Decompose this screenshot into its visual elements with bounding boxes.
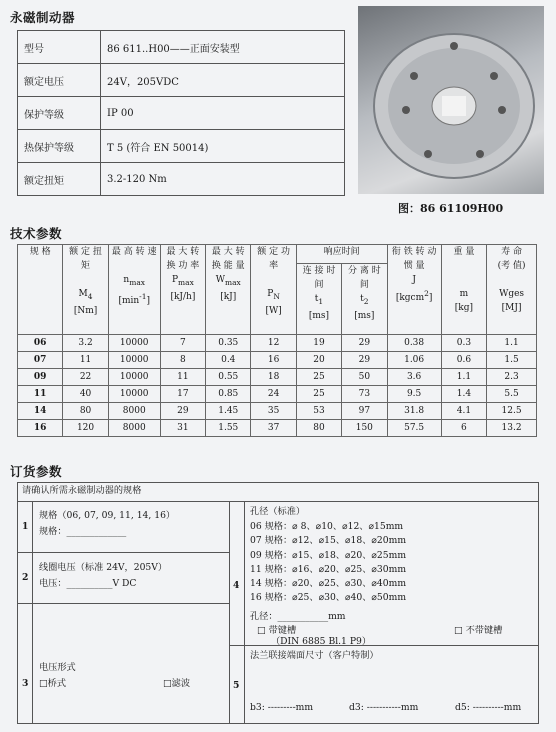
- tech-table: [17, 244, 537, 437]
- tech-cell: 16: [251, 352, 296, 369]
- tech-cell: 57.5: [387, 420, 441, 437]
- tech-cell: 3.6: [387, 369, 441, 386]
- th-inertia: 衔 铁 转 动 惯 量 J [kgcm$^2$]: [387, 245, 441, 335]
- tech-cell: 2.3: [487, 369, 537, 386]
- tech-cell: 7: [160, 335, 205, 352]
- bridge-checkbox[interactable]: □桥式: [39, 678, 67, 689]
- tech-cell: 50: [342, 369, 387, 386]
- tech-cell: 37: [251, 420, 296, 437]
- tech-row: [18, 386, 537, 403]
- spec-key: 型号: [18, 31, 101, 64]
- th-power: 最 大 转 换 功 率 $P_{max}$ [kJ/h]: [160, 245, 205, 335]
- spec-row: [18, 64, 345, 97]
- tech-cell: 11: [160, 369, 205, 386]
- tech-cell: 29: [342, 335, 387, 352]
- th-on: 连 接 时 间 $t_1$ [ms]: [296, 264, 341, 335]
- th-weight: 重 量 m [kg]: [441, 245, 486, 335]
- order-intro: 请确认所需永磁制动器的规格: [17, 482, 539, 502]
- section-title-tech: 技术参数: [10, 226, 63, 241]
- tech-row-model: 07: [18, 352, 63, 369]
- th-life: 寿 命 (考 值) Wges [MJ]: [487, 245, 537, 335]
- tech-row: [18, 369, 537, 386]
- tech-cell: 10000: [108, 369, 160, 386]
- tech-cell: 0.35: [206, 335, 251, 352]
- keyway-checkbox[interactable]: □ 带键槽: [257, 625, 297, 636]
- order-num-5: 5: [233, 680, 240, 691]
- tech-cell: 25: [296, 386, 341, 403]
- order-voltage-label: 线圈电压（标准 24V，205V）: [39, 562, 168, 573]
- th-response: 响应时间: [296, 245, 387, 264]
- tech-cell: 0.3: [441, 335, 486, 352]
- tech-cell: 10000: [108, 335, 160, 352]
- figure-caption: 图：86 61109H00: [398, 202, 504, 215]
- spec-value: T 5 (符合 EN 50014): [101, 130, 345, 163]
- tech-cell: 10000: [108, 352, 160, 369]
- tech-cell: 53: [296, 403, 341, 420]
- spec-row: [18, 163, 345, 196]
- tech-cell: 8000: [108, 403, 160, 420]
- bore-line: 06 规格：⌀ 8、⌀10、⌀12、⌀15mm: [250, 521, 404, 532]
- d5-field[interactable]: d5: ----------mm: [455, 702, 522, 713]
- bore-line: 09 规格：⌀15、⌀18、⌀20、⌀25mm: [250, 549, 407, 561]
- tech-cell: 24: [251, 386, 296, 403]
- tech-cell: 6: [441, 420, 486, 437]
- bore-list: [250, 520, 406, 606]
- spec-key: 热保护等级: [18, 130, 101, 163]
- tech-row-model: 11: [18, 386, 63, 403]
- tech-cell: 1.45: [206, 403, 251, 420]
- brake-image: [358, 6, 544, 194]
- tech-cell: 120: [63, 420, 108, 437]
- order-num-2: 2: [22, 572, 29, 583]
- flange-title: 法兰联接端面尺寸（客户特制）: [250, 650, 379, 661]
- tech-cell: 25: [296, 369, 341, 386]
- tech-cell: 80: [63, 403, 108, 420]
- spec-key: 额定电压: [18, 64, 101, 97]
- product-photo: [358, 6, 544, 194]
- order-num-1: 1: [22, 521, 29, 532]
- tech-cell: 1.4: [441, 386, 486, 403]
- tech-row-model: 09: [18, 369, 63, 386]
- order-num-4: 4: [233, 580, 240, 591]
- tech-cell: 18: [251, 369, 296, 386]
- spec-key: 额定扭矩: [18, 163, 101, 196]
- tech-cell: 1.55: [206, 420, 251, 437]
- tech-cell: 1.1: [441, 369, 486, 386]
- tech-cell: 1.06: [387, 352, 441, 369]
- order-spec-label: 规格（06, 07, 09, 11, 14, 16）: [39, 510, 176, 521]
- tech-cell: 5.5: [487, 386, 537, 403]
- order-spec-field[interactable]: 规格：_____________: [39, 526, 127, 537]
- spec-value: IP 00: [101, 97, 345, 130]
- no-keyway-checkbox[interactable]: □ 不带键槽: [454, 625, 503, 636]
- order-voltage-type-label: 电压形式: [39, 662, 76, 673]
- tech-cell: 97: [342, 403, 387, 420]
- spec-value: 24V，205VDC: [101, 64, 345, 97]
- tech-cell: 80: [296, 420, 341, 437]
- th-speed: 最 高 转 速 $n_{max}$ $[\min^{-1}]$: [108, 245, 160, 335]
- tech-cell: 0.55: [206, 369, 251, 386]
- tech-cell: 0.85: [206, 386, 251, 403]
- tech-row-model: 14: [18, 403, 63, 420]
- bore-line: 11 规格：⌀16、⌀20、⌀25、⌀30mm: [250, 563, 407, 575]
- spec-value: 86 611..H00——正面安装型: [101, 31, 345, 64]
- order-voltage-field[interactable]: 电压：__________V DC: [39, 578, 137, 589]
- th-model: 规 格: [18, 245, 63, 335]
- tech-cell: 10000: [108, 386, 160, 403]
- tech-cell: 3.2: [63, 335, 108, 352]
- th-off: 分 离 时 间 $t_2$ [ms]: [342, 264, 387, 335]
- bore-line: 07 规格：⌀12、⌀15、⌀18、⌀20mm: [250, 535, 407, 547]
- tech-cell: 73: [342, 386, 387, 403]
- tech-cell: 40: [63, 386, 108, 403]
- din-note: （DIN 6885 Bl.1 P9）: [271, 636, 372, 647]
- tech-row: [18, 352, 537, 369]
- tech-row: [18, 403, 537, 420]
- tech-cell: 0.6: [441, 352, 486, 369]
- tech-cell: 22: [63, 369, 108, 386]
- bore-field[interactable]: 孔径：___________mm: [250, 611, 346, 622]
- spec-row: [18, 31, 345, 64]
- tech-cell: 20: [296, 352, 341, 369]
- tech-cell: 19: [296, 335, 341, 352]
- tech-cell: 31: [160, 420, 205, 437]
- tech-cell: 0.4: [206, 352, 251, 369]
- tech-cell: 1.1: [487, 335, 537, 352]
- tech-cell: 4.1: [441, 403, 486, 420]
- tech-cell: 8: [160, 352, 205, 369]
- tech-cell: 12: [251, 335, 296, 352]
- spec-row: [18, 130, 345, 163]
- spec-value: 3.2-120 Nm: [101, 163, 345, 196]
- tech-cell: 29: [342, 352, 387, 369]
- spec-key: 保护等级: [18, 97, 101, 130]
- tech-cell: 17: [160, 386, 205, 403]
- tech-cell: 13.2: [487, 420, 537, 437]
- tech-cell: 1.5: [487, 352, 537, 369]
- tech-cell: 31.8: [387, 403, 441, 420]
- tech-row: [18, 335, 537, 352]
- tech-row-model: 16: [18, 420, 63, 437]
- spec-row: [18, 97, 345, 130]
- filter-checkbox[interactable]: □滤波: [163, 678, 191, 689]
- tech-cell: 35: [251, 403, 296, 420]
- tech-cell: 0.38: [387, 335, 441, 352]
- bore-line: 16 规格：⌀25、⌀30、⌀40、⌀50mm: [250, 592, 407, 604]
- b3-field[interactable]: b3: ---------mm: [250, 702, 314, 713]
- th-energy: 最 大 转 换 能 量 $W_{max}$ [kJ]: [206, 245, 251, 335]
- tech-cell: 9.5: [387, 386, 441, 403]
- tech-cell: 29: [160, 403, 205, 420]
- th-torque: 额 定 扭 矩 $M_4$ [Nm]: [63, 245, 108, 335]
- section-title-brake: 永磁制动器: [10, 10, 76, 25]
- tech-cell: 150: [342, 420, 387, 437]
- bore-title: 孔径（标准）: [250, 506, 306, 517]
- order-form: [17, 482, 539, 724]
- tech-cell: 12.5: [487, 403, 537, 420]
- tech-row: [18, 420, 537, 437]
- bore-line: 14 规格：⌀20、⌀25、⌀30、⌀40mm: [250, 578, 407, 590]
- order-num-3: 3: [22, 678, 29, 689]
- d3-field[interactable]: d3: -----------mm: [349, 702, 419, 713]
- tech-row-model: 06: [18, 335, 63, 352]
- th-rated-power: 额 定 功 率 $P_N$ [W]: [251, 245, 296, 335]
- spec-table: [17, 30, 345, 196]
- section-title-order: 订货参数: [10, 464, 63, 479]
- tech-cell: 8000: [108, 420, 160, 437]
- tech-cell: 11: [63, 352, 108, 369]
